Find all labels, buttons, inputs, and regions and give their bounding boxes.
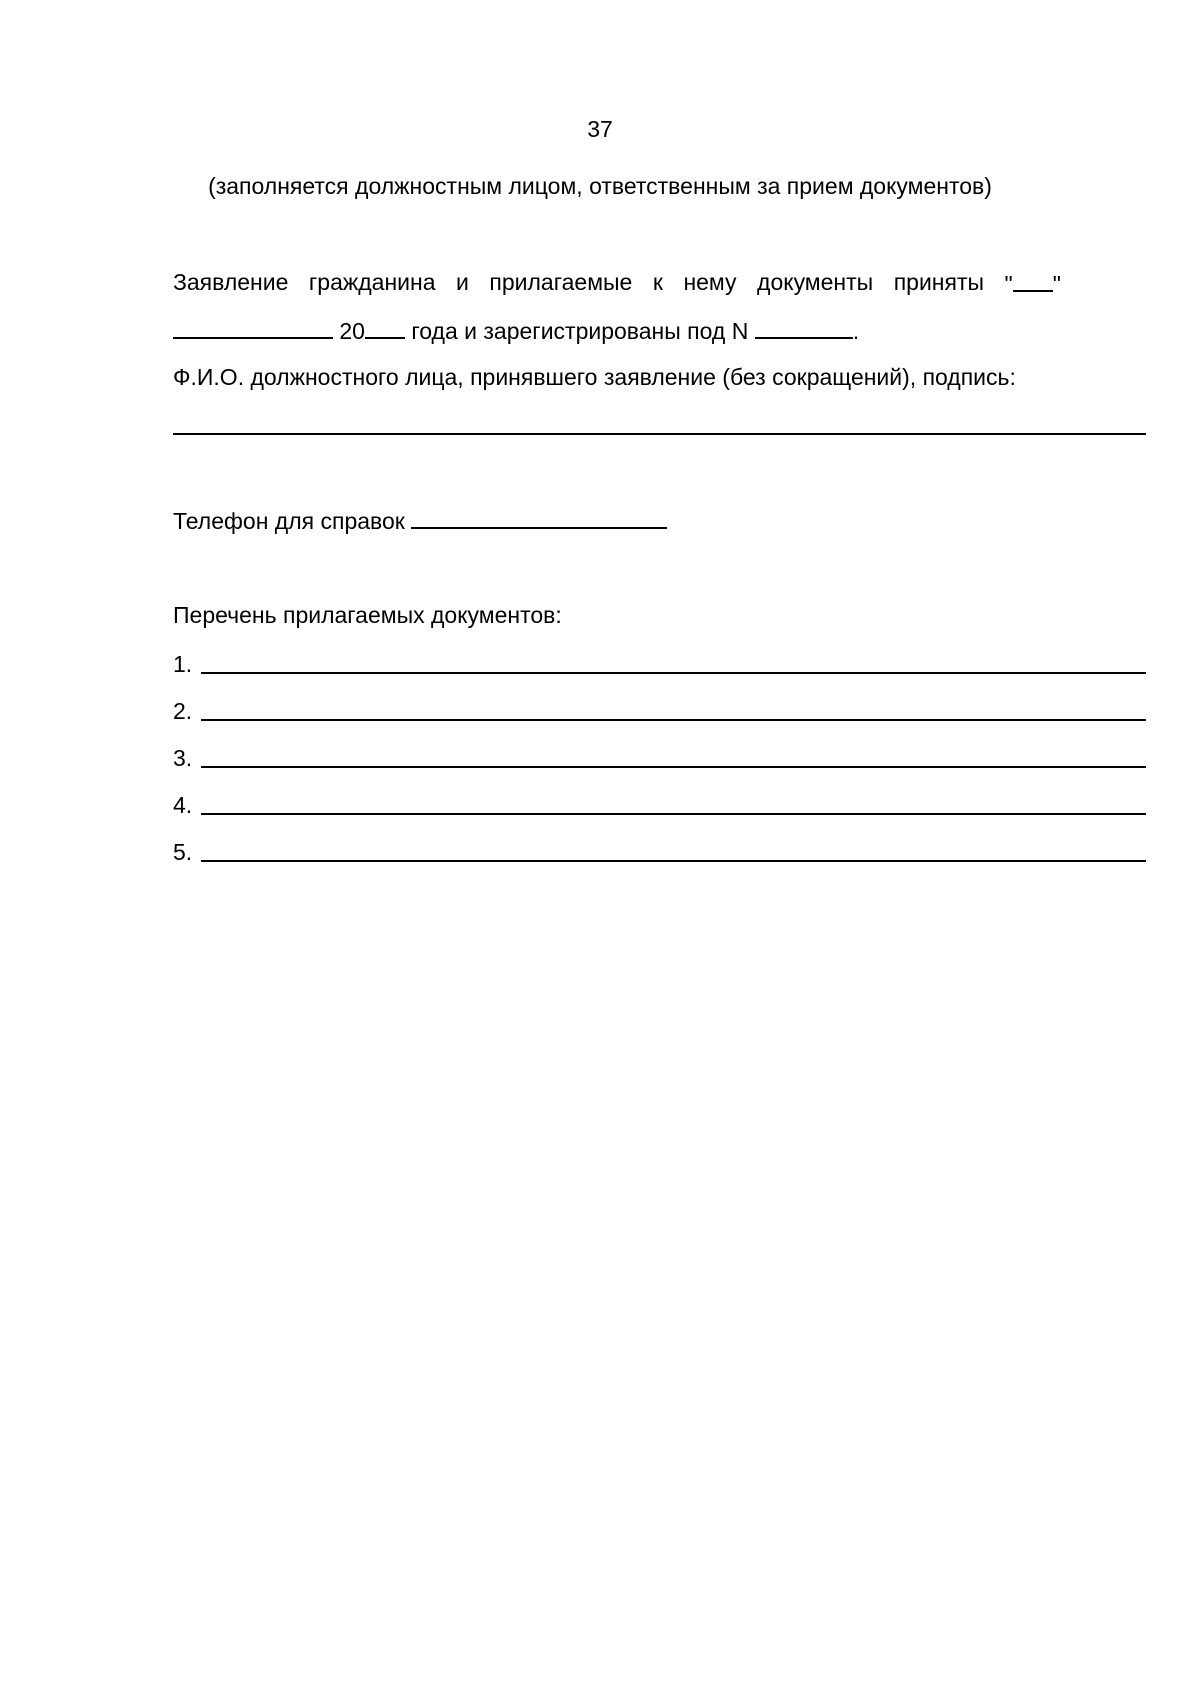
documents-heading: Перечень прилагаемых документов: <box>173 602 562 628</box>
document-item-number: 3. <box>173 745 193 771</box>
number-sign: N <box>731 318 749 344</box>
quote-close: " <box>1052 271 1061 297</box>
statement-word: документы <box>757 269 874 295</box>
year-blank[interactable] <box>365 315 405 339</box>
document-item-number: 4. <box>173 792 193 818</box>
quote-open: " <box>1004 271 1013 297</box>
document-item-number: 1. <box>173 651 193 677</box>
document-item-line-3[interactable] <box>201 766 1146 768</box>
day-field[interactable] <box>1005 268 1061 298</box>
official-signature-line[interactable] <box>173 433 1146 435</box>
phone-row <box>173 505 667 535</box>
statement-line-2 <box>173 315 859 345</box>
official-label: Ф.И.О. должностного лица, принявшего заявление (без сокращений), подпись: <box>173 364 1016 390</box>
month-blank[interactable] <box>173 315 333 339</box>
document-item-line-4[interactable] <box>201 813 1146 815</box>
phone-label: Телефон для справок <box>173 508 405 534</box>
document-item-number: 2. <box>173 698 193 724</box>
registration-number-blank[interactable] <box>755 315 853 339</box>
period: . <box>852 318 860 344</box>
statement-word: Заявление <box>173 269 289 295</box>
form-subtitle: (заполняется должностным лицом, ответственным за прием документов) <box>208 173 992 199</box>
document-item-line-5[interactable] <box>201 860 1146 862</box>
phone-blank[interactable] <box>411 505 667 529</box>
document-item-line-2[interactable] <box>201 719 1146 721</box>
statement-word: приняты <box>893 269 985 295</box>
day-blank[interactable] <box>1013 268 1053 292</box>
statement-word: гражданина <box>308 269 436 295</box>
statement-word: и <box>456 269 469 295</box>
year-prefix: 20 <box>339 318 365 344</box>
statement-word: прилагаемые <box>489 269 633 295</box>
document-item-line-1[interactable] <box>201 672 1146 674</box>
registration-text: года и зарегистрированы под <box>411 318 726 344</box>
document-item-number: 5. <box>173 839 193 865</box>
statement-line-1 <box>173 268 1061 298</box>
page-number: 37 <box>587 116 613 142</box>
statement-word: к <box>652 269 663 295</box>
statement-word: нему <box>683 269 737 295</box>
